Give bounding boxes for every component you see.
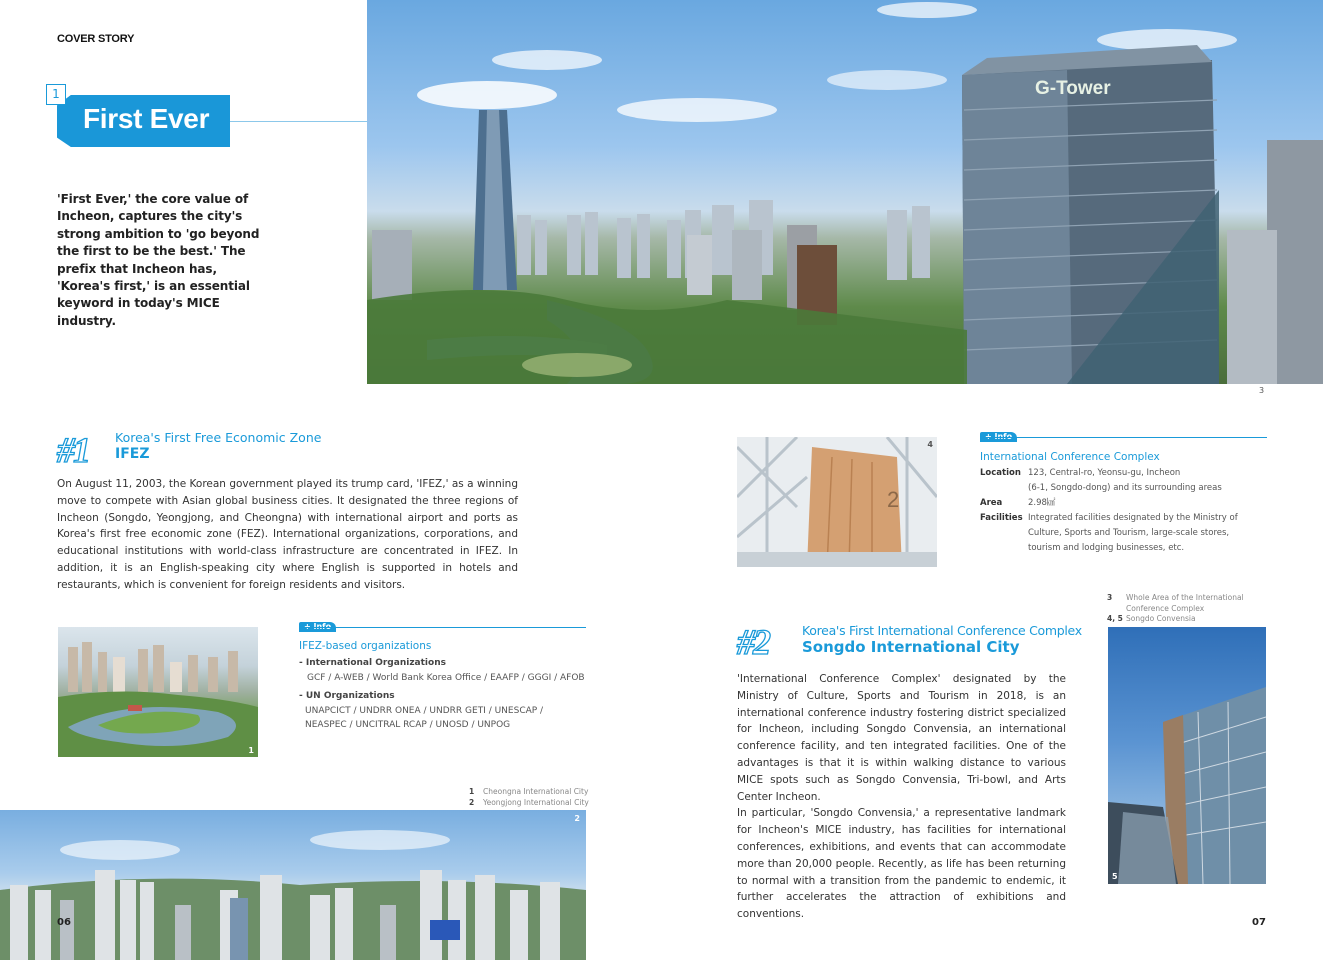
photo-convensia-interior-illustration [737, 437, 937, 567]
info-title: International Conference Complex [980, 451, 1160, 463]
photo-number: 3 [1259, 386, 1265, 395]
section1-body: On August 11, 2003, the Korean government played its trump card, 'IFEZ,' as a winning move to compete with Asian global business cities. It designated the three regions of Incheon (Songdo, Yeongjong, and Cheongna) with international airport and ports as Korea's first free economic zone (FEZ). International organizations, corporations, and educational institutions with world-class infrastructure are concentrated in IFEZ. In addition, it is an English-speaking city where English is supported in hotels and restaurants, which is convenient for foreign residents and visitors. [57, 478, 518, 591]
info-key-facilities: Facilities [980, 513, 1023, 523]
section2-paragraph: In particular, 'Songdo Convensia,' a representative landmark for Incheon's MICE industry, has facilities for international conferences, exhibitions, and events that can accommodate more than 20,000 people. Recently, as life has been returning to normal with a transition from the pandemic to endemic, it further accelerates the attraction of exhibitions and conventions. [737, 807, 1066, 921]
caption-text: Songdo Convensia [1126, 614, 1196, 623]
section2-subtitle: Korea's First International Conference Complex [802, 623, 1082, 638]
section-number: 1 [46, 84, 66, 105]
page-number-right: 07 [1252, 917, 1266, 928]
hash-number-2: #2 [737, 622, 769, 662]
info-value-line: Culture, Sports and Tourism, large-scale stores, [1028, 527, 1230, 538]
info-key-area: Area [980, 498, 1003, 508]
photo-cheongna [58, 627, 258, 757]
section-label: COVER STORY [57, 33, 135, 45]
photo-captions [469, 786, 589, 808]
section2-heading: Songdo International City [802, 638, 1020, 656]
caption-number: 3 [1107, 593, 1113, 602]
section1-heading: IFEZ [115, 446, 150, 462]
hero-photo-illustration [367, 0, 1323, 384]
photo-songdo-convensia-exterior [1108, 627, 1266, 884]
info-rule [299, 627, 586, 628]
svg-text:2: 2 [887, 487, 900, 512]
section1-subtitle: Korea's First Free Economic Zone [115, 430, 322, 445]
caption-text: Yeongjong International City [483, 798, 589, 807]
caption-text: Cheongna International City [483, 787, 589, 796]
org-group-label: - International Organizations [299, 658, 446, 668]
page-number-left: 06 [57, 917, 71, 928]
info-value-line: (6-1, Songdo-dong) and its surrounding areas [1028, 482, 1222, 493]
photo-number: 2 [574, 814, 580, 823]
info-key-location: Location [980, 468, 1021, 478]
tower-sign: G-Tower [1035, 78, 1111, 99]
photo-songdo-convensia-exterior-illustration [1108, 627, 1266, 884]
section2-paragraph: 'International Conference Complex' designated by the Ministry of Culture, Sports and Tourism in 2018, is an international conference industry fostering district specialized for Incheon, including Songdo Convensia, an international conference facility, and ten integrated facilities. One of the advantages is that it is within walking distance to various MICE spots such as Songdo Convensia, Tri-bowl, and Arts Center Incheon. [737, 673, 1066, 803]
caption-text: Whole Area of the International [1126, 593, 1244, 602]
org-list: NEASPEC / UNCITRAL RCAP / UNOSD / UNPOG [305, 720, 511, 730]
info-value-line: tourism and lodging businesses, etc. [1028, 542, 1185, 553]
caption-text: Conference Complex [1126, 603, 1205, 613]
photo-convensia-interior [737, 437, 937, 567]
info-value-line: Integrated facilities designated by the Ministry of [1028, 513, 1238, 523]
photo-number: 4 [927, 440, 933, 449]
caption-number: 4, 5 [1107, 614, 1123, 623]
org-list: GCF / A-WEB / World Bank Korea Office / EAAFP / GGGI / AFOB [307, 673, 585, 683]
org-group-label: - UN Organizations [299, 691, 395, 701]
info-rule [980, 437, 1267, 438]
intro-text: 'First Ever,' the core value of Incheon, captures the city's strong ambition to 'go beyond the first to be the best.' The prefix that Incheon has, 'Korea's first,' is an essential keyword in today's MICE industry. [57, 192, 260, 328]
hero-photo-songdo-skyline [367, 0, 1323, 384]
info-value-facilities [1028, 511, 1238, 555]
info-value-location [1028, 466, 1222, 496]
info-title: IFEZ-based organizations [299, 640, 432, 652]
section2-body [737, 671, 1066, 923]
info-value-line: 123, Central-ro, Yeonsu-gu, Incheon [1028, 468, 1181, 478]
info-value-area: 2.98㎢ [1028, 498, 1056, 508]
photo-yeongjong [0, 810, 586, 960]
photo-captions [1107, 593, 1244, 625]
photo-number: 5 [1112, 872, 1118, 881]
photo-number: 1 [248, 746, 254, 755]
org-list: UNAPCICT / UNDRR ONEA / UNDRR GETI / UNESCAP / [305, 706, 544, 716]
caption-number: 1 [469, 787, 475, 796]
hash-number-1: #1 [57, 430, 89, 470]
title-rule [230, 121, 367, 122]
caption-number: 2 [469, 798, 475, 807]
photo-yeongjong-illustration [0, 810, 586, 960]
page-title: First Ever [83, 103, 210, 134]
photo-cheongna-illustration [58, 627, 258, 757]
